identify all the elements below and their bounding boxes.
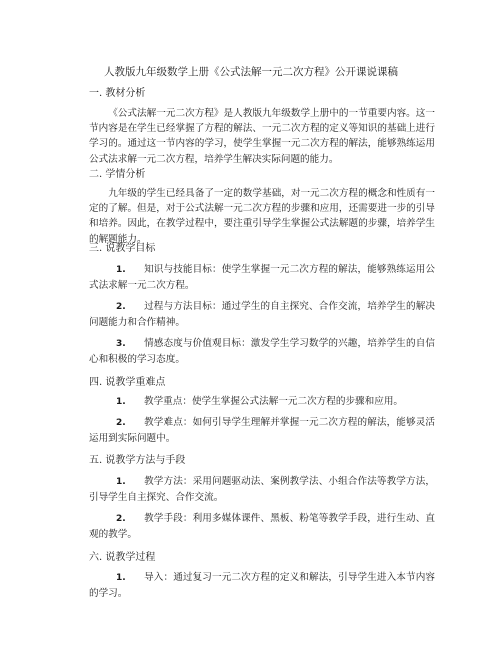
- list-item-number: 2.: [116, 418, 126, 428]
- section-heading-6: 六. 说教学过程: [89, 552, 156, 563]
- list-item: [89, 511, 435, 542]
- list-item-number: 3.: [116, 339, 126, 349]
- list-item: [89, 415, 435, 446]
- list-item-number: 1.: [116, 573, 126, 583]
- list-item-text: 教学方法：采用问题驱动法、案例教学法、小组合作法等教学方法，引导学生自主探究、合作交流。: [89, 476, 435, 504]
- list-item-text: 教学难点：如何引导学生理解并掌握一元二次方程的解法，能够灵活运用到实际问题中。: [89, 417, 435, 445]
- list-item-text: 知识与技能目标：使学生掌握一元二次方程的解法，能够熟练运用公式法求解一元二次方程。: [89, 264, 435, 292]
- section-heading-3: 三. 说教学目标: [89, 243, 156, 254]
- list-item-number: 1.: [116, 265, 126, 275]
- list-item-text: 情感态度与价值观目标：激发学生学习数学的兴趣，培养学生的自信心和积极的学习态度。: [89, 338, 435, 366]
- list-item-text: 过程与方法目标：通过学生的自主探究、合作交流，培养学生的解决问题能力和合作精神。: [89, 301, 435, 329]
- list-item: [89, 336, 435, 367]
- section-paragraph-2: 九年级的学生已经具备了一定的数学基础，对一元二次方程的概念和性质有一定的了解。但是，对于公式法解一元二次方程的步骤和应用，还需要进一步的引导和培养。因此，在教学过程中，要注重引导学生掌握公式法解题的步骤，培养学生的解题能力。: [89, 188, 435, 245]
- list-item: [89, 570, 435, 601]
- section-heading-4: 四. 说教学重难点: [89, 377, 166, 388]
- list-item-number: 2.: [116, 302, 126, 312]
- list-item-text: 教学重点：使学生掌握公式法解一元二次方程的步骤和应用。: [144, 396, 404, 407]
- list-item-text: 教学手段：利用多媒体课件、黑板、粉笔等教学手段，进行生动、直观的教学。: [89, 513, 435, 541]
- list-item-number: 2.: [116, 514, 126, 524]
- section-heading-1: 一. 教材分析: [89, 88, 146, 99]
- list-item: [89, 262, 435, 293]
- document-title: 人教版九年级数学上册《公式法解一元二次方程》公开课说课稿: [104, 66, 398, 78]
- section-heading-2: 二. 学情分析: [89, 169, 146, 180]
- list-item: [89, 474, 435, 505]
- list-item-number: 1.: [116, 397, 126, 407]
- list-item-number: 1.: [116, 477, 126, 487]
- section-heading-5: 五. 说教学方法与手段: [89, 455, 186, 466]
- list-item-text: 导入：通过复习一元二次方程的定义和解法，引导学生进入本节内容的学习。: [89, 572, 435, 600]
- list-item: [89, 394, 435, 410]
- section-paragraph-1: 《公式法解一元二次方程》是人教版九年级数学上册中的一节重要内容。这一节内容是在学生已经掌握了方程的解法、一元二次方程的定义等知识的基础上进行学习的。通过这一节内容的学习，使学生掌握一元二次方程的解法，能够熟练运用公式法求解一元二次方程，培养学生解决实际问题的能力。: [89, 108, 435, 165]
- list-item: [89, 299, 435, 330]
